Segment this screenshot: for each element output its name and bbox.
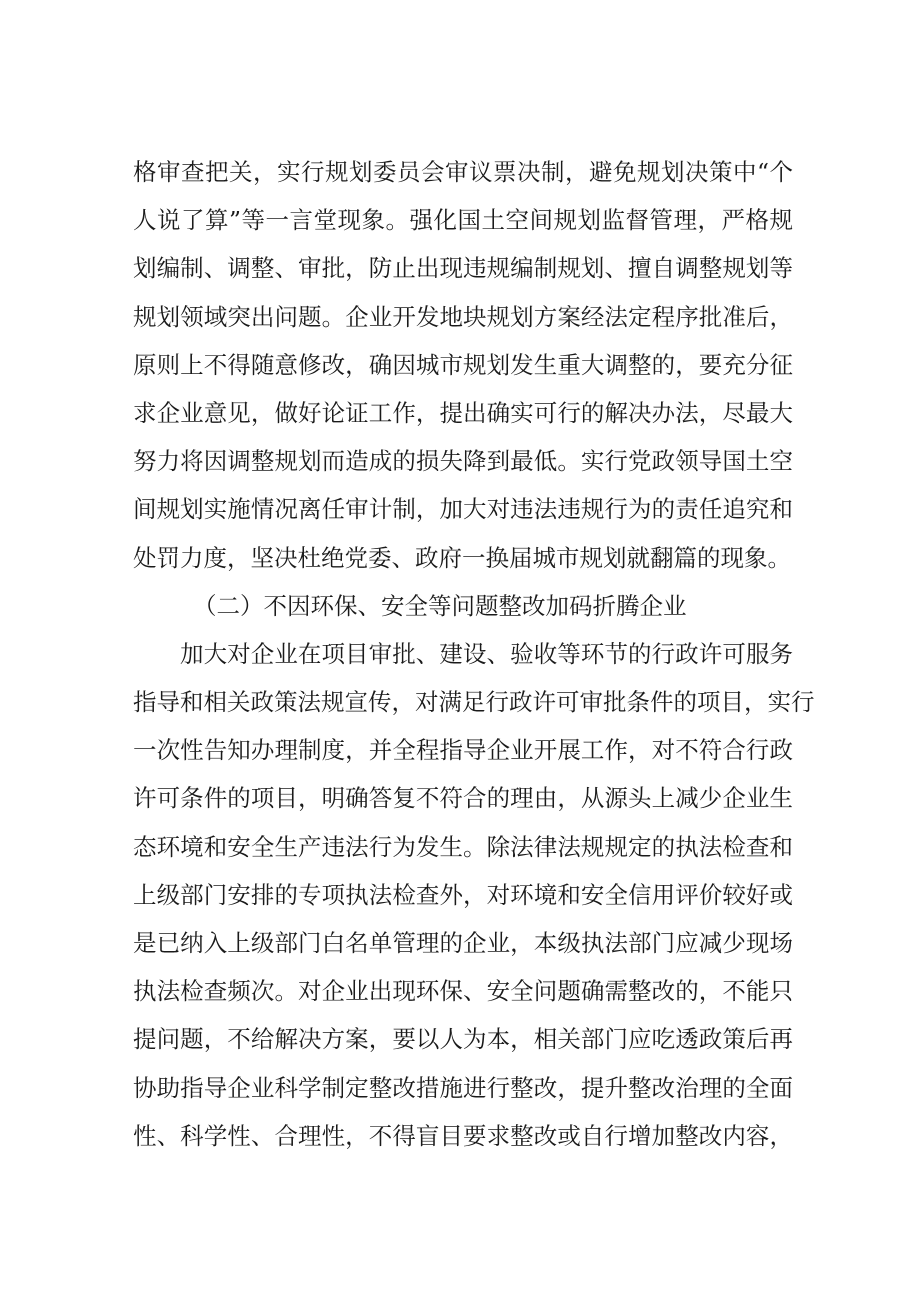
body-line: 指导和相关政策法规宣传，对满足行政许可审批条件的项目，实行 bbox=[133, 688, 815, 717]
body-line: 原则上不得随意修改，确因城市规划发生重大调整的，要充分征 bbox=[133, 350, 793, 379]
body-line: 性、科学性、合理性，不得盲目要求整改或自行增加整改内容， bbox=[133, 1121, 793, 1150]
document-body bbox=[133, 148, 815, 1160]
body-line: 努力将因调整规划而造成的损失降到最低。实行党政领导国土空 bbox=[133, 447, 793, 476]
body-line: 许可条件的项目，明确答复不符合的理由，从源头上减少企业生 bbox=[133, 784, 793, 813]
body-line: 人说了算”等一言堂现象。强化国土空间规划监督管理，严格规 bbox=[133, 206, 793, 235]
body-line: 态环境和安全生产违法行为发生。除法律法规规定的执法检查和 bbox=[133, 832, 793, 861]
body-line: 求企业意见，做好论证工作，提出确实可行的解决办法，尽最大 bbox=[133, 398, 793, 427]
body-line: 协助指导企业科学制定整改措施进行整改，提升整改治理的全面 bbox=[133, 1073, 793, 1102]
body-line: 一次性告知办理制度，并全程指导企业开展工作，对不符合行政 bbox=[133, 736, 793, 765]
body-line: 处罚力度，坚决杜绝党委、政府一换届城市规划就翻篇的现象。 bbox=[133, 543, 791, 572]
body-line: 上级部门安排的专项执法检查外，对环境和安全信用评价较好或 bbox=[133, 880, 793, 909]
body-line: 划编制、调整、审批，防止出现违规编制规划、擅自调整规划等 bbox=[133, 254, 793, 283]
body-line: 执法检查频次。对企业出现环保、安全问题确需整改的，不能只 bbox=[133, 977, 793, 1006]
body-line: 规划领域突出问题。企业开发地块规划方案经法定程序批准后， bbox=[133, 302, 793, 331]
body-line: 提问题，不给解决方案，要以人为本，相关部门应吃透政策后再 bbox=[133, 1025, 793, 1054]
body-line: 格审查把关，实行规划委员会审议票决制，避免规划决策中“个 bbox=[133, 158, 793, 186]
body-line: 是已纳入上级部门白名单管理的企业，本级执法部门应减少现场 bbox=[133, 929, 793, 957]
paragraph-first-line: 加大对企业在项目审批、建设、验收等环节的行政许可服务 bbox=[180, 639, 793, 668]
body-line: 间规划实施情况离任审计制，加大对违法违规行为的责任追究和 bbox=[133, 495, 793, 524]
section-heading: （二）不因环保、安全等问题整改加码折腾企业 bbox=[193, 591, 687, 620]
